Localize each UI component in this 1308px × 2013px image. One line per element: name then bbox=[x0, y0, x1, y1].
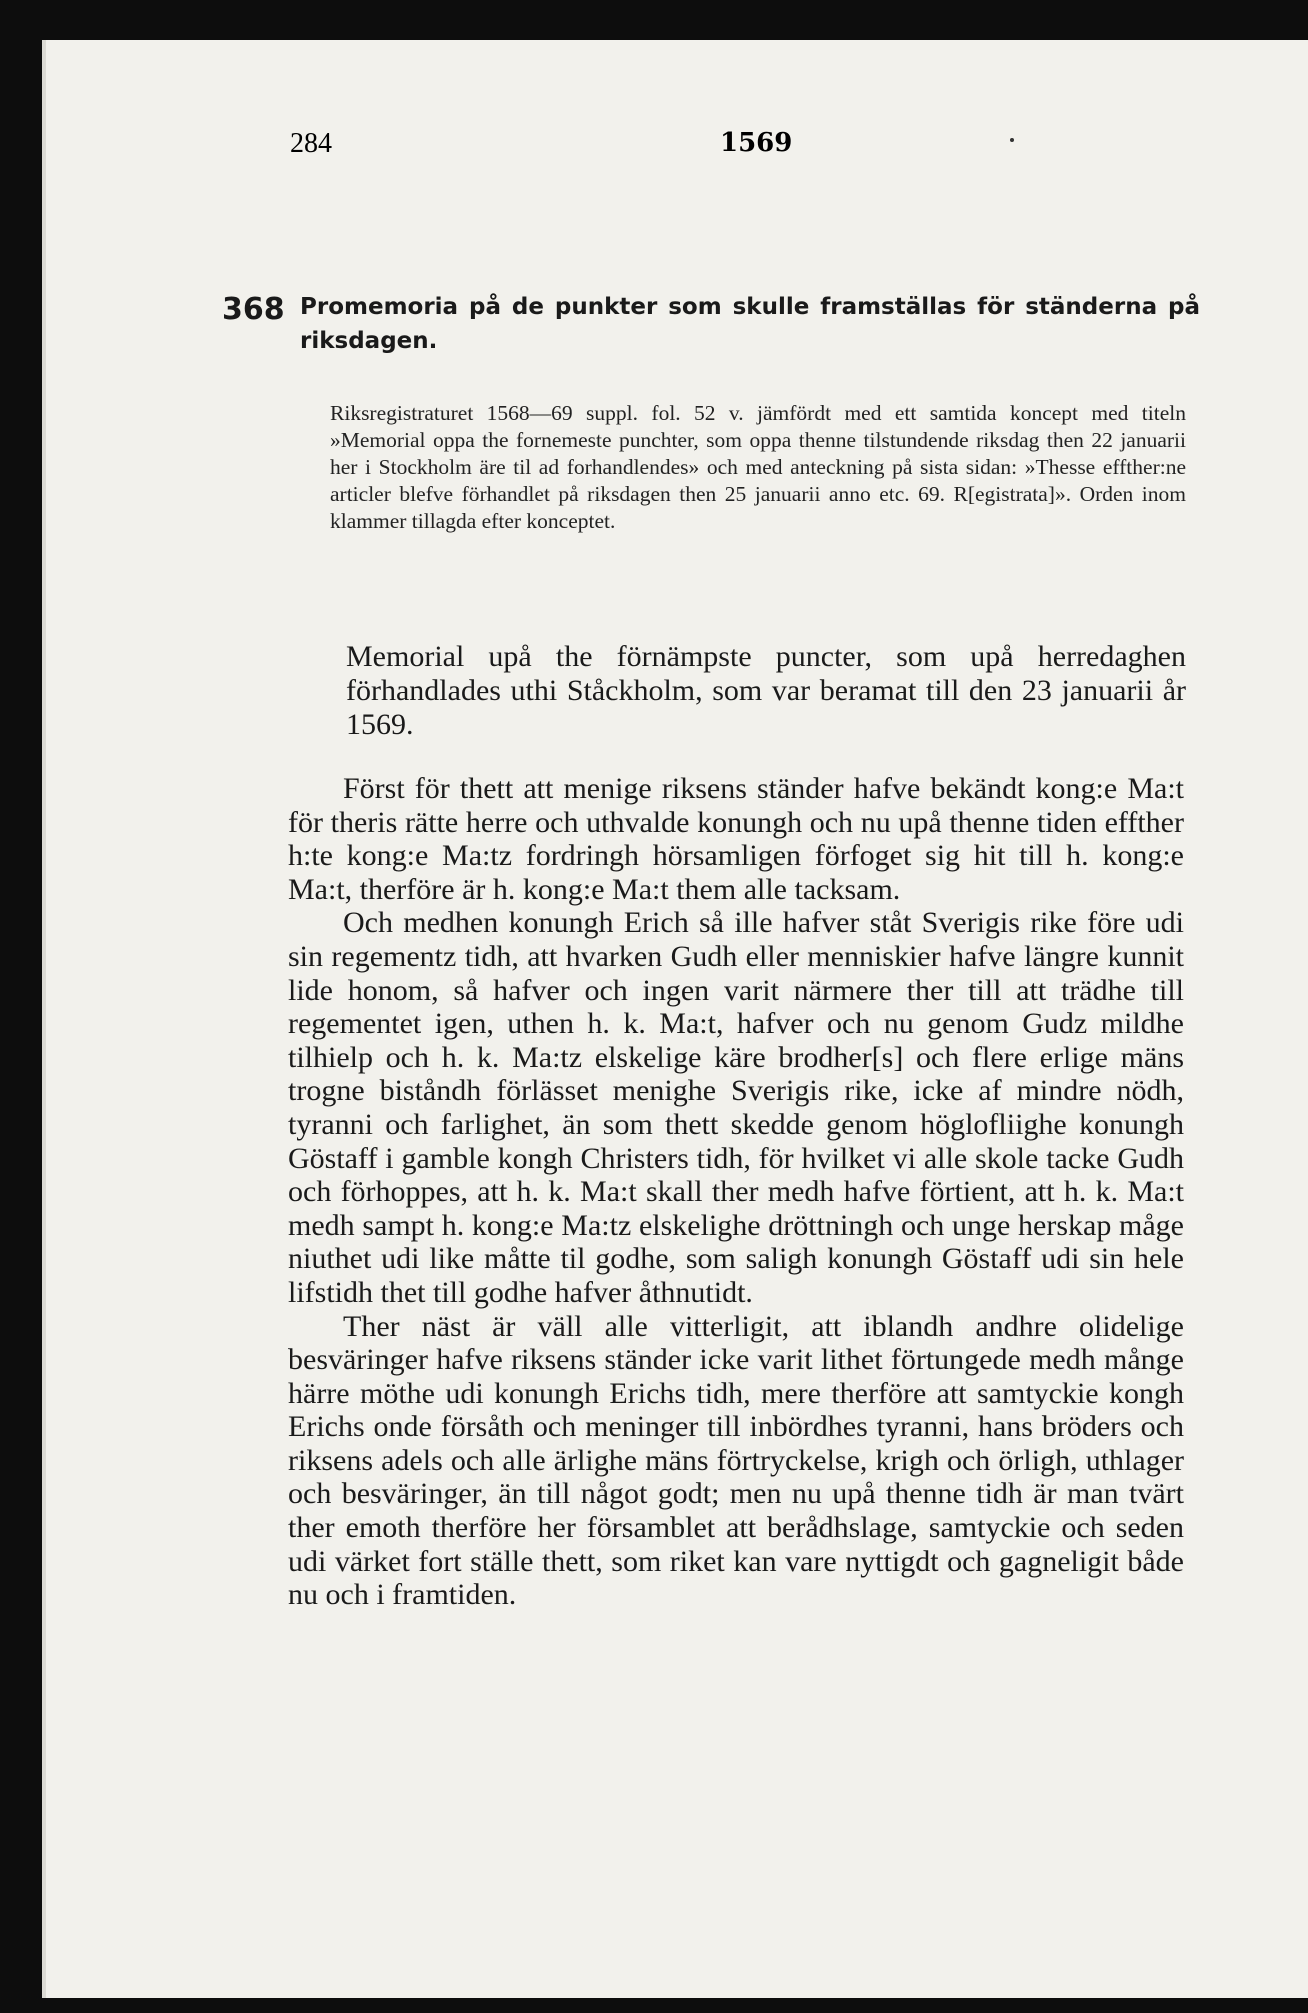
page-number: 284 bbox=[290, 128, 332, 159]
print-speck bbox=[1010, 138, 1014, 142]
running-head-year: 1569 bbox=[720, 128, 793, 158]
paragraph: Och medhen konungh Erich så ille hafver ståt Sverigis rike före udi sin regementz tidh, att hvarken Gudh eller menniskier hafve längre kunnit lide honom, så hafver och ingen varit närmere ther till att trädhe till regementet igen, uthen h. k. Ma:t, hafver och nu genom Gudz mildhe tilhielp och h. k. Ma:tz elskelige käre brodher[s] och flere erlige mäns trogne biståndh förlässet menighe Sverigis rike, icke af mindre nödh, tyranni och farlighet, än som thett skedde genom höglofliighe konungh Göstaff i gamble kongh Christers tidh, för hvilket vi alle skole tacke Gudh och förhoppes, att h. k. Ma:t skall ther medh hafve förtient, att h. k. Ma:t medh sampt h. kong:e Ma:tz elskelighe dröttningh och unge herskap måge niuthet udi like måtte til godhe, som saligh konungh Göstaff udi sin hele lifstidh thet till godhe hafver åthnutidt. bbox=[288, 906, 1184, 1309]
memorial-title bbox=[346, 640, 1186, 742]
source-note-text: Riksregistraturet 1568—69 suppl. fol. 52 v. jämfördt med ett samtida koncept med titeln »Memorial oppa the fornemeste punchter, som oppa thenne tilstundende riksdag then 22 januarii her i Stockholm äre til ad forhandlendes» och med anteckning på sista sidan: »Thesse effther:ne articler blefve förhandlet på riksdagen then 25 januarii anno etc. 69. R[egistrata]». Orden inom klammer tillagda efter konceptet. bbox=[330, 401, 1186, 533]
paragraph: Ther näst är väll alle vitterligit, att iblandh andhre olidelige besväringer hafve riksens ständer icke varit lithet förtungede medh månge härre möthe udi konungh Erichs tidh, mere therföre att samtyckie kongh Erichs onde försåth och meninger till inbördhes tyranni, hans bröders och riksens adels och alle ärlighe mäns förtryckelse, krigh och örligh, uthlager och besväringer, än till något godt; men nu upå thenne tidh är man tvärt ther emoth therföre her församblet att berådhslage, samtyckie och seden udi värket fort ställe thett, som riket kan vare nyttigdt och gagneligit både nu och i framtiden. bbox=[288, 1309, 1184, 1612]
body-text bbox=[288, 772, 1184, 1612]
paragraph: Först för thett att menige riksens ständer hafve bekändt kong:e Ma:t för theris rätte herre och uthvalde konungh och nu upå thenne tiden effther h:te kong:e Ma:tz fordringh hörsamligen förfoget sig hit till h. kong:e Ma:t, therföre är h. kong:e Ma:t them alle tacksam. bbox=[288, 772, 1184, 906]
source-note bbox=[330, 400, 1186, 535]
document-number: 368 bbox=[222, 292, 285, 327]
page-edge bbox=[42, 40, 46, 1998]
memorial-title-text: Memorial upå the förnämpste puncter, som upå herredaghen förhandlades uthi Ståckholm, som var beramat till den 23 januarii år 1569. bbox=[346, 640, 1186, 741]
document-heading: Promemoria på de punkter som skulle framställas för ständerna på riksdagen. bbox=[300, 294, 1200, 354]
